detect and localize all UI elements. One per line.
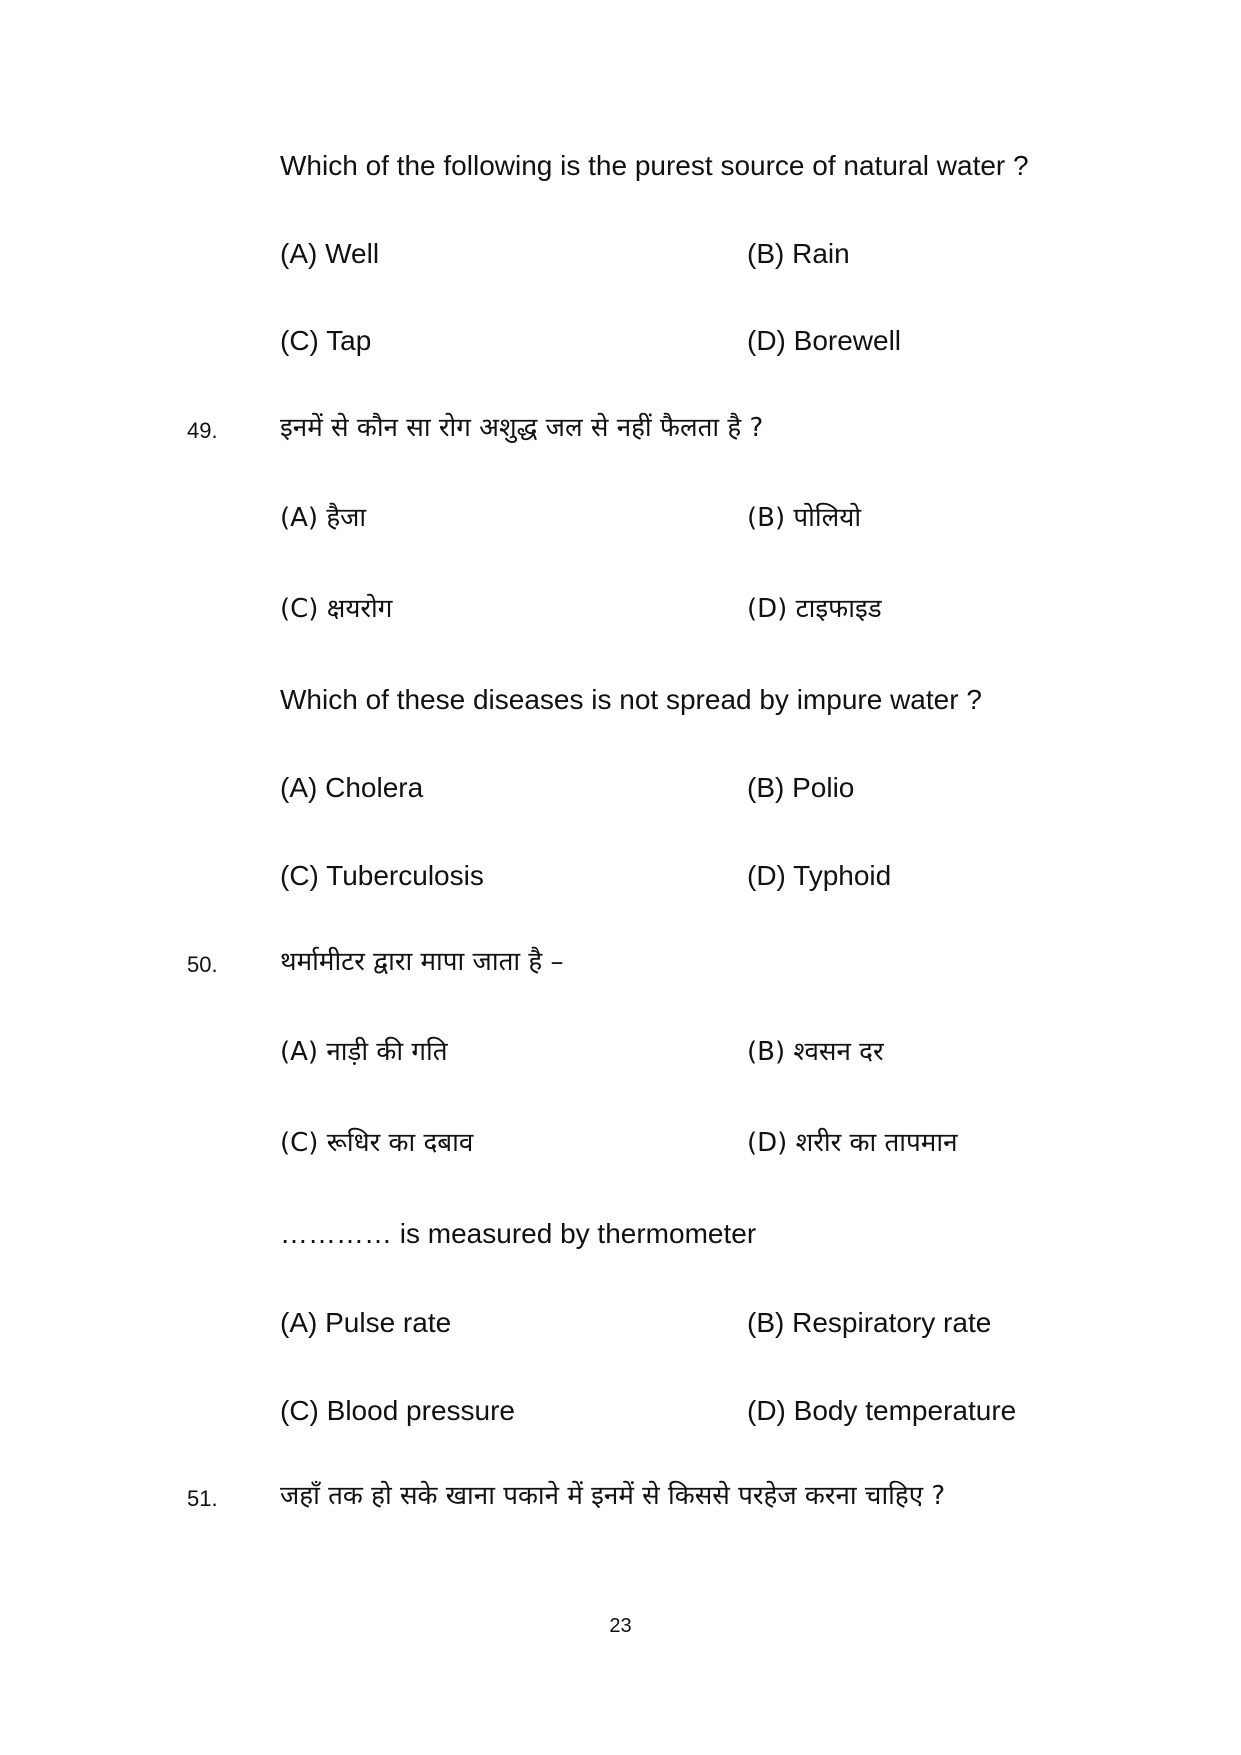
q49-hi-option-d: (D) टाइफाइड [747, 594, 882, 624]
q50-en-option-d: (D) Body temperature [747, 1395, 1017, 1426]
q49-en-option-d: (D) Typhoid [747, 860, 892, 891]
q50-en-option-c: (C) Blood pressure [280, 1395, 515, 1426]
q48-en-option-c: (C) Tap [280, 325, 372, 356]
q51-hi-text: जहाँ तक हो सके खाना पकाने में इनमें से किससे परहेज करना चाहिए ? [280, 1481, 946, 1511]
q51-number: 51. [187, 1486, 218, 1511]
q49-hi-text: इनमें से कौन सा रोग अशुद्ध जल से नहीं फैलता है ? [280, 413, 764, 443]
q50-hi-text: थर्मामीटर द्वारा मापा जाता है – [280, 947, 564, 977]
q48-en-text: Which of the following is the purest source of natural water ? [280, 150, 1029, 181]
q50-hi-option-d: (D) शरीर का तापमान [747, 1128, 958, 1158]
q49-hi-option-c: (C) क्षयरोग [280, 594, 393, 624]
q50-en-text: ………… is measured by thermometer [280, 1218, 757, 1249]
q49-number: 49. [187, 418, 218, 443]
q50-hi-option-c: (C) रूधिर का दबाव [280, 1128, 474, 1158]
q49-hi-option-b: (B) पोलियो [747, 503, 862, 533]
q50-hi-option-b: (B) श्वसन दर [747, 1037, 884, 1067]
q49-hi-option-a: (A) हैजा [280, 503, 367, 533]
q48-en-option-d: (D) Borewell [747, 325, 902, 356]
q50-number: 50. [187, 952, 218, 977]
q48-en-option-b: (B) Rain [747, 238, 850, 269]
q49-en-option-b: (B) Polio [747, 772, 855, 803]
q49-en-option-a: (A) Cholera [280, 772, 424, 803]
q50-hi-option-a: (A) नाड़ी की गति [280, 1037, 448, 1067]
q48-en-option-a: (A) Well [280, 238, 380, 269]
q49-en-text: Which of these diseases is not spread by impure water ? [280, 684, 982, 715]
q50-en-option-a: (A) Pulse rate [280, 1307, 452, 1338]
q49-en-option-c: (C) Tuberculosis [280, 860, 484, 891]
q50-en-option-b: (B) Respiratory rate [747, 1307, 992, 1338]
page-number: 23 [609, 1615, 632, 1637]
